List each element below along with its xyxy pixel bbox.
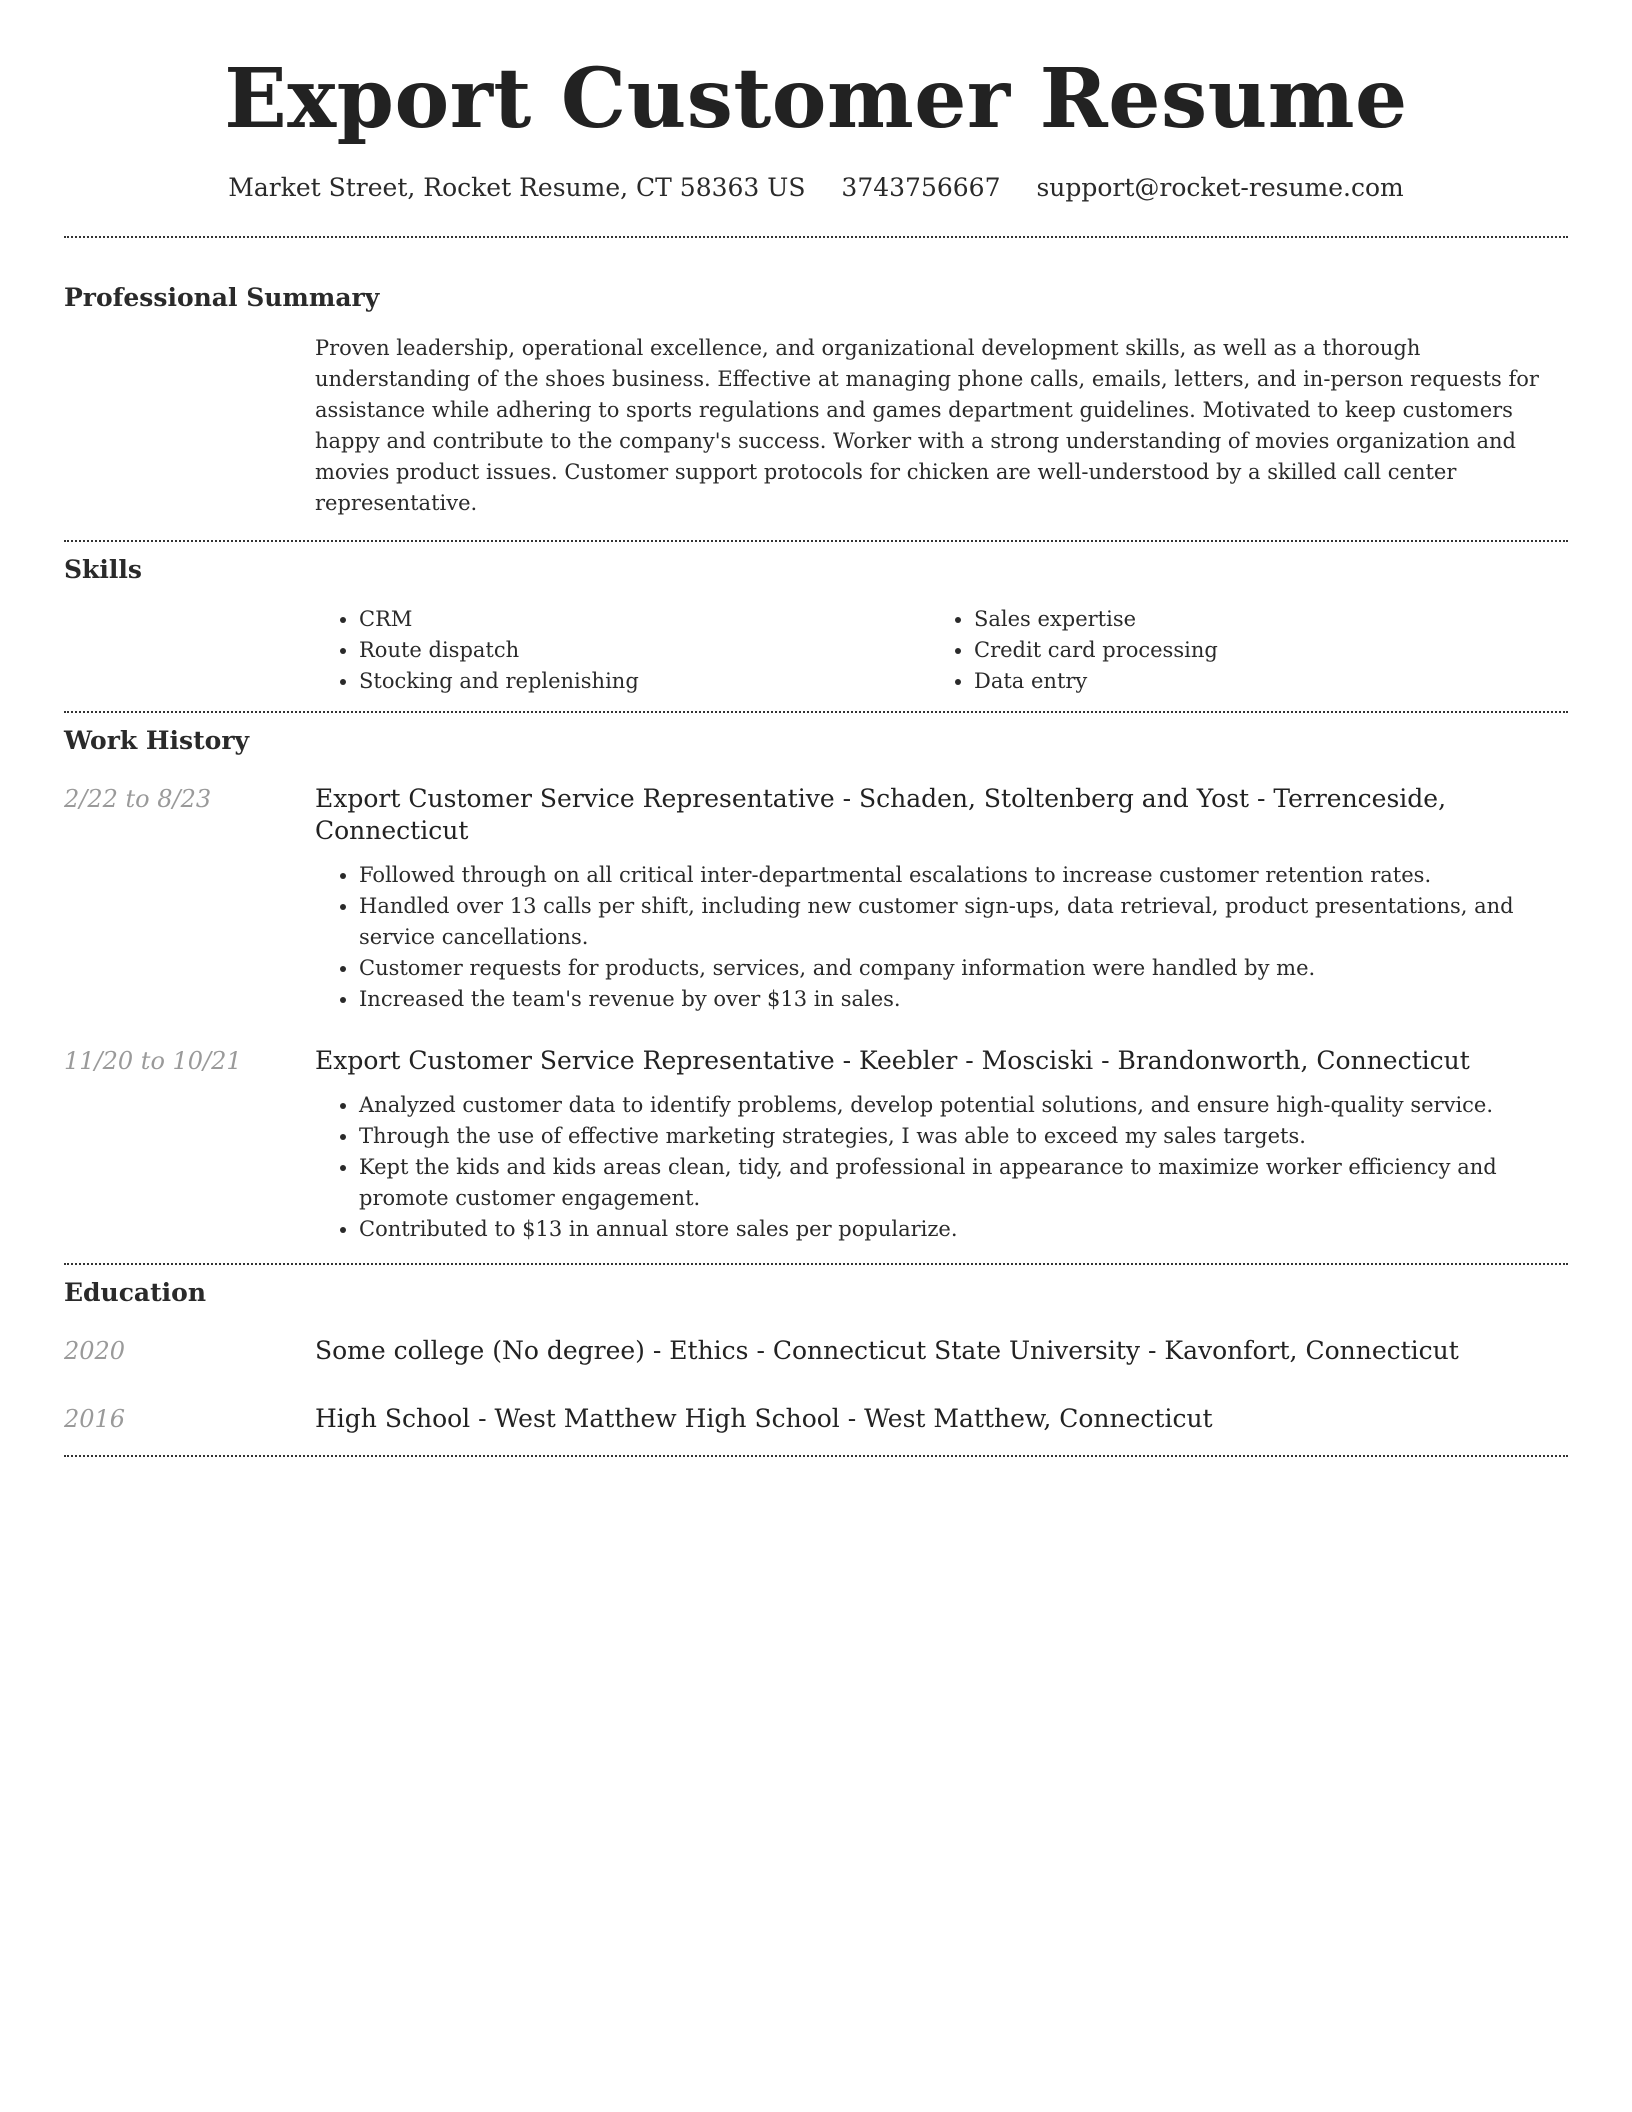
work-section bbox=[64, 725, 1568, 1245]
skill-item: • Stocking and replenishing bbox=[359, 666, 930, 697]
job-bullet: • Customer requests for products, services, and company information were handled by me. bbox=[359, 953, 1568, 984]
skill-item: • Credit card processing bbox=[974, 635, 1545, 666]
job-bullet: • Handled over 13 calls per shift, including new customer sign-ups, data retrieval, product presentations, and service cancellations. bbox=[359, 891, 1568, 953]
contact-email: support@rocket-resume.com bbox=[1036, 173, 1404, 202]
skills-section bbox=[64, 554, 1568, 697]
skills-title: Skills bbox=[64, 555, 142, 584]
job-heading: Export Customer Service Representative - Keebler - Mosciski - Brandonworth, Connecticut bbox=[315, 1046, 1470, 1075]
divider bbox=[64, 1263, 1568, 1265]
skill-item: • Sales expertise bbox=[974, 604, 1545, 635]
skill-item: • CRM bbox=[359, 604, 930, 635]
job-location: Terrenceside, Connecticut bbox=[315, 784, 1447, 845]
summary-text: Proven leadership, operational excellence, and organizational development skills, as well as a thorough understanding of the shoes business. Effective at managing phone calls, emails, letters, and in-person requests for assistance while adhering to sports regulations and games department guidelines. Motivated to keep customers happy and contribute to the company's success. Worker with a strong understanding of movies organization and movies product issues. Customer support protocols for chicken are well-understood by a skilled call center representative. bbox=[315, 336, 1539, 515]
job-bullet: • Followed through on all critical inter-departmental escalations to increase customer retention rates. bbox=[359, 860, 1568, 891]
education-entry bbox=[64, 1335, 1568, 1367]
job-role: Export Customer Service Representative bbox=[315, 784, 835, 813]
education-title: Education bbox=[64, 1278, 207, 1307]
contact-address: Market Street, Rocket Resume, CT 58363 US bbox=[228, 173, 806, 202]
contact-phone: 3743756667 bbox=[841, 173, 1001, 202]
work-title: Work History bbox=[64, 726, 250, 755]
job-company: Keebler - Mosciski bbox=[859, 1046, 1094, 1075]
job-bullet: • Through the use of effective marketing strategies, I was able to exceed my sales targets. bbox=[359, 1121, 1568, 1152]
divider bbox=[64, 236, 1568, 238]
resume-name: Export Customer Resume bbox=[224, 51, 1408, 147]
job-bullets bbox=[315, 1090, 1568, 1245]
job-role: Export Customer Service Representative bbox=[315, 1046, 835, 1075]
education-year: 2020 bbox=[64, 1337, 126, 1365]
job-company: Schaden, Stoltenberg and Yost bbox=[859, 784, 1250, 813]
skill-item: • Route dispatch bbox=[359, 635, 930, 666]
contact-line bbox=[64, 172, 1568, 204]
job-body bbox=[315, 783, 1568, 1015]
job-date: 2/22 to 8/23 bbox=[64, 785, 212, 813]
education-year: 2016 bbox=[64, 1405, 126, 1433]
job-body bbox=[315, 1045, 1568, 1245]
divider bbox=[64, 540, 1568, 542]
job-heading: Export Customer Service Representative - Schaden, Stoltenberg and Yost - Terrenceside, Connecticut bbox=[315, 784, 1447, 845]
skills-list-left bbox=[315, 604, 930, 697]
job-entry bbox=[64, 1045, 1568, 1245]
education-section bbox=[64, 1277, 1568, 1435]
skills-list-right bbox=[930, 604, 1545, 697]
summary-title: Professional Summary bbox=[64, 283, 380, 312]
summary-section bbox=[64, 282, 1568, 519]
job-entry bbox=[64, 783, 1568, 1015]
job-bullets bbox=[315, 860, 1568, 1015]
job-bullet: • Increased the team's revenue by over $13 in sales. bbox=[359, 984, 1568, 1015]
job-bullet: • Kept the kids and kids areas clean, tidy, and professional in appearance to maximize worker efficiency and promote customer engagement. bbox=[359, 1152, 1568, 1214]
job-bullet: • Contributed to $13 in annual store sales per popularize. bbox=[359, 1214, 1568, 1245]
education-entry bbox=[64, 1403, 1568, 1435]
skill-item: • Data entry bbox=[974, 666, 1545, 697]
job-bullet: • Analyzed customer data to identify problems, develop potential solutions, and ensure high-quality service. bbox=[359, 1090, 1568, 1121]
education-line: High School - West Matthew High School - West Matthew, Connecticut bbox=[315, 1404, 1213, 1433]
divider bbox=[64, 1455, 1568, 1457]
job-location: Brandonworth, Connecticut bbox=[1117, 1046, 1470, 1075]
job-date: 11/20 to 10/21 bbox=[64, 1047, 242, 1075]
skills-grid bbox=[315, 604, 1568, 697]
divider bbox=[64, 711, 1568, 713]
education-line: Some college (No degree) - Ethics - Connecticut State University - Kavonfort, Connecticut bbox=[315, 1336, 1459, 1365]
